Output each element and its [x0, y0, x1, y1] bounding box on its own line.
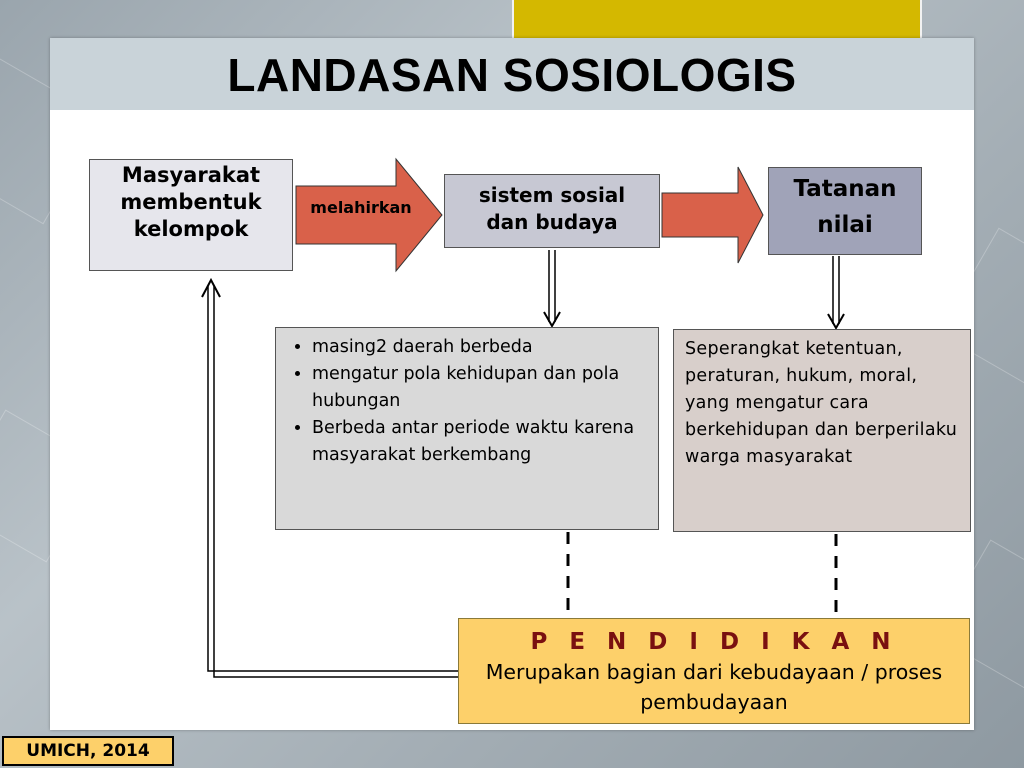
bullet-list	[286, 334, 648, 469]
node-sistem-line: sistem sosial	[478, 183, 626, 207]
node-tatanan-nilai	[768, 167, 922, 255]
node-masyarakat-line: kelompok	[133, 217, 249, 241]
tatanan-details-text: Seperangkat ketentuan, peraturan, hukum, moral, yang mengatur cara berkehidupan dan berperilaku warga masyarakat	[685, 339, 958, 467]
slide	[50, 38, 974, 730]
arrow-label-melahirkan: melahirkan	[310, 198, 412, 217]
page-title: LANDASAN SOSIOLOGIS	[227, 49, 797, 101]
bullet-item: • mengatur pola kehidupan dan pola hubungan	[312, 361, 648, 415]
node-tatanan-line: nilai	[817, 212, 873, 238]
pendidikan-title: P E N D I D I K A N	[530, 629, 898, 655]
arrow-tatanan-down	[828, 256, 844, 328]
pendidikan-description: Merupakan bagian dari kebudayaan / proses pembudayaan	[485, 660, 943, 714]
tatanan-details-box	[673, 329, 971, 532]
bullet-item: • masing2 daerah berbeda	[312, 334, 648, 361]
node-sistem-sosial	[444, 174, 660, 248]
footer-credit: UMICH, 2014	[2, 736, 174, 766]
node-masyarakat	[89, 159, 293, 271]
node-masyarakat-line: membentuk	[120, 190, 262, 214]
sistem-details-box	[275, 327, 659, 530]
arrow-sistem-to-tatanan	[662, 167, 763, 263]
decorative-tab	[512, 0, 922, 38]
arrow-sistem-down	[544, 250, 560, 326]
node-tatanan-line: Tatanan	[793, 176, 897, 202]
node-masyarakat-line: Masyarakat	[121, 163, 261, 187]
node-sistem-line: dan budaya	[486, 210, 618, 234]
pendidikan-box	[458, 618, 970, 724]
bullet-item: • Berbeda antar periode waktu karena masyarakat berkembang	[312, 415, 648, 469]
